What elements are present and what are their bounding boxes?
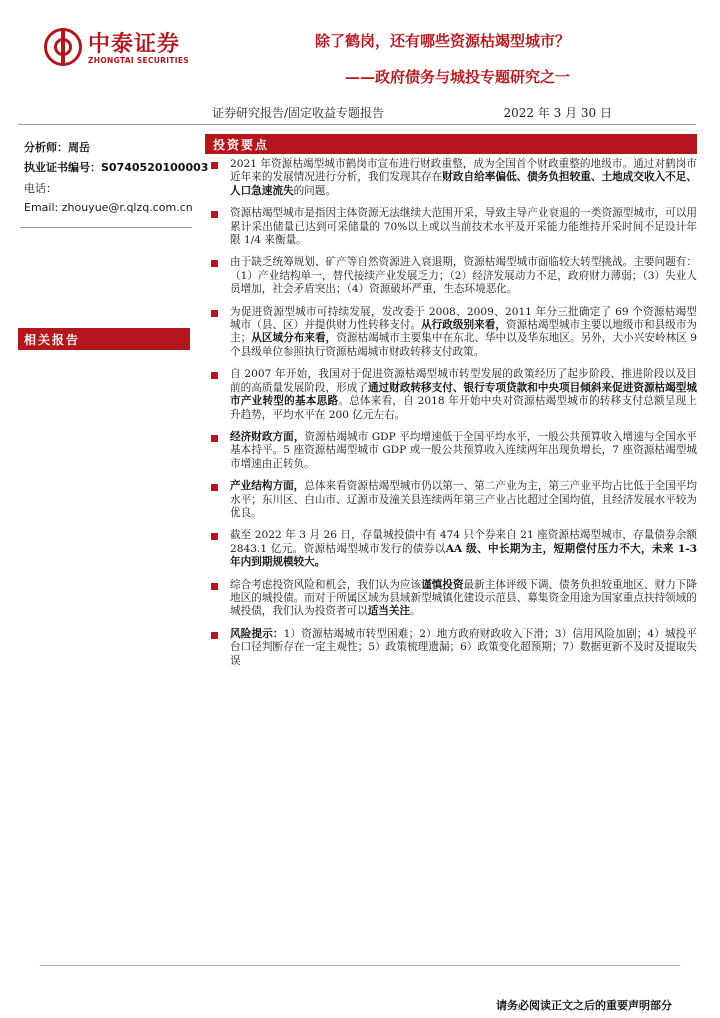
bullet-square-icon [211,260,218,267]
report-subtitle: ——政府债务与城投专题研究之一 [344,68,570,86]
key-point-item [205,431,697,471]
key-point-segment: 资源枯竭城市主要集中在东北、华中以及华东地区。另外，大小兴安岭林区 9 个县级单位参照执行资源枯竭城市财政转移支付政策。 [230,332,697,358]
key-point-text [230,628,697,668]
key-point-segment: 为促进资源型城市可持续发展，发改委于 2008、2009、2011 年分三批确定了 69 个资源枯竭型城市（县、区）并提供财力性转移支付。 [230,305,697,332]
bullet-square-icon [211,533,218,540]
analyst-email[interactable]: zhouyue@r.qlzq.com.cn [61,201,193,214]
key-point-emphasis: 产业结构方面， [230,480,305,493]
key-point-text [230,306,697,360]
key-point-text [230,529,697,569]
report-title: 除了鹤岗，还有哪些资源枯竭型城市？ [314,32,570,50]
key-point-emphasis: 财政自给率偏低、债务负担较重、土地成交收入不足、人口急速流失 [230,171,697,197]
analyst-divider [20,227,192,228]
key-point-emphasis: AA 级、中长期为主，短期偿付压力不大，未来 1-3 年内到期规模较大。 [230,542,698,569]
key-point-segment: 最新主体评级下调、债务负担较重地区、财力下降地区的城投债。而对于所属区域为县域新型城镇化建设示范县、募集资金用途为国家重点扶持领域的城投债，我们认为投资者可以 [230,578,698,618]
key-point-text [230,579,697,619]
key-point-segment: 自 2007 年开始，我国对于促进资源枯竭型城市转型发展的政策经历了起步阶段、推进阶段以及目前的高质量发展阶段，形成了 [230,368,697,394]
bullet-square-icon [211,162,218,169]
key-point-item [205,628,697,668]
analyst-email-row [24,201,193,214]
company-logo [44,26,194,72]
logo-mark-icon [44,28,82,66]
analyst-email-label: Email: [24,201,59,214]
key-point-segment: 资源枯竭型城市是指因主体资源无法继续大范围开采，导致主导产业衰退的一类资源型城市，可以用累计采出储量已达到可采储量的 70%以上或以当前技术水平及开采能力能维持开采时间不足设计年限 1/4 来衡量。 [230,207,697,247]
key-point-emphasis: 通过财政转移支付、银行专项贷款和中央项目倾斜来促进资源枯竭型城市产业转型的基本思路 [230,381,697,408]
footer-divider [40,965,680,966]
report-date: 2022 年 3 月 30 日 [503,106,612,120]
bullet-square-icon [211,435,218,442]
key-point-segment: 综合考虑投资风险和机会，我们认为应该 [230,578,422,591]
bullet-square-icon [211,372,218,379]
key-point-item [205,480,697,520]
key-point-text [230,207,697,247]
key-point-item [205,158,697,198]
key-point-text [230,480,697,520]
key-point-segment: 总体来看资源枯竭型城市仍以第一、第二产业为主，第三产业平均占比低于全国平均水平；东川区、白山市、辽源市及潼关县连续两年第三产业占比超过全国均值，且经济发展水平较为优良。 [230,480,698,519]
analyst-phone: 电话： [24,182,57,195]
bullet-square-icon [211,484,218,491]
key-point-emphasis: 从区域分布来看， [251,332,337,345]
related-reports-header [18,328,190,350]
disclaimer-note: 请务必阅读正文之后的重要声明部分 [496,999,672,1012]
key-point-segment: 1）资源枯竭城市转型困难；2）地方政府财政收入下滑；3）信用风险加剧；4）城投平台口径判断存在一定主观性；5）政策梳理遗漏；6）政策变化超预期；7）数据更新不及时及提取失误 [230,627,697,667]
key-point-segment: 截至 2022 年 3 月 26 日，存量城投债中有 474 只个券来自 21 座资源枯竭型城市，存量债券余额 2843.1 亿元。资源枯竭型城市发行的债券以 [230,529,697,555]
key-point-emphasis: 谨慎投资 [421,578,464,591]
key-point-emphasis: 适当关注 [367,605,411,618]
key-point-text [230,368,697,422]
key-point-segment: 。总体来看，自 2018 年开始中央对资源枯竭型城市的转移支付总额呈现上升趋势，平均水平在 200 亿元左右。 [230,395,697,421]
key-points-list [205,158,697,677]
key-point-segment: 的问题。 [293,184,336,197]
key-point-emphasis: 经济财政方面， [230,430,305,443]
key-point-text [230,431,697,471]
key-point-segment: 资源枯竭型城市主要以地级市和县级市为主； [230,319,698,345]
bullet-square-icon [211,310,218,317]
key-point-item [205,368,697,422]
header-divider [18,124,696,125]
analyst-name: 分析师：周岳 [24,141,90,154]
key-points-header [205,134,697,154]
key-point-segment: 2021 年资源枯竭型城市鹤岗市宣布进行财政重整，成为全国首个财政重整的地级市。通过对鹤岗市近年来的发展情况进行分析，我们发现其存在 [230,158,697,184]
bullet-square-icon [211,211,218,218]
key-point-item [205,207,697,247]
key-point-item [205,256,697,296]
key-point-item [205,306,697,360]
bullet-square-icon [211,583,218,590]
bullet-square-icon [211,632,218,639]
report-type: 证券研究报告/固定收益专题报告 [212,106,385,120]
logo-name-cn: 中泰证券 [88,32,181,57]
key-point-segment: 由于缺乏统筹规划、矿产等自然资源进入衰退期，资源枯竭型城市面临较大转型挑战。主要问题有：（1）产业结构单一，替代接续产业发展乏力；（2）经济发展动力不足，政府财力薄弱；（3）失业人员增加，社会矛盾突出；（4）资源破坏严重，生态环境恶化。 [230,256,697,296]
key-point-item [205,579,697,619]
key-point-emphasis: 风险提示： [230,627,284,640]
key-point-text [230,158,697,198]
key-point-emphasis: 从行政级别来看， [421,319,506,332]
key-point-segment: 资源枯竭城市 GDP 平均增速低于全国平均水平，一般公共预算收入增速与全国水平基本持平。5 座资源枯竭型城市 GDP 或一般公共预算收入连续两年出现负增长，7 座资源枯竭型城市增速由正转负。 [230,430,697,470]
logo-name-en: ZHONGTAI SECURITIES [88,56,189,65]
key-point-text [230,256,697,296]
key-point-item [205,529,697,569]
related-reports-label: 相关报告 [24,333,81,347]
analyst-cert: 执业证书编号：S0740520100003 [24,161,209,174]
key-points-label: 投资要点 [213,138,270,152]
key-point-segment: 。 [410,605,421,618]
